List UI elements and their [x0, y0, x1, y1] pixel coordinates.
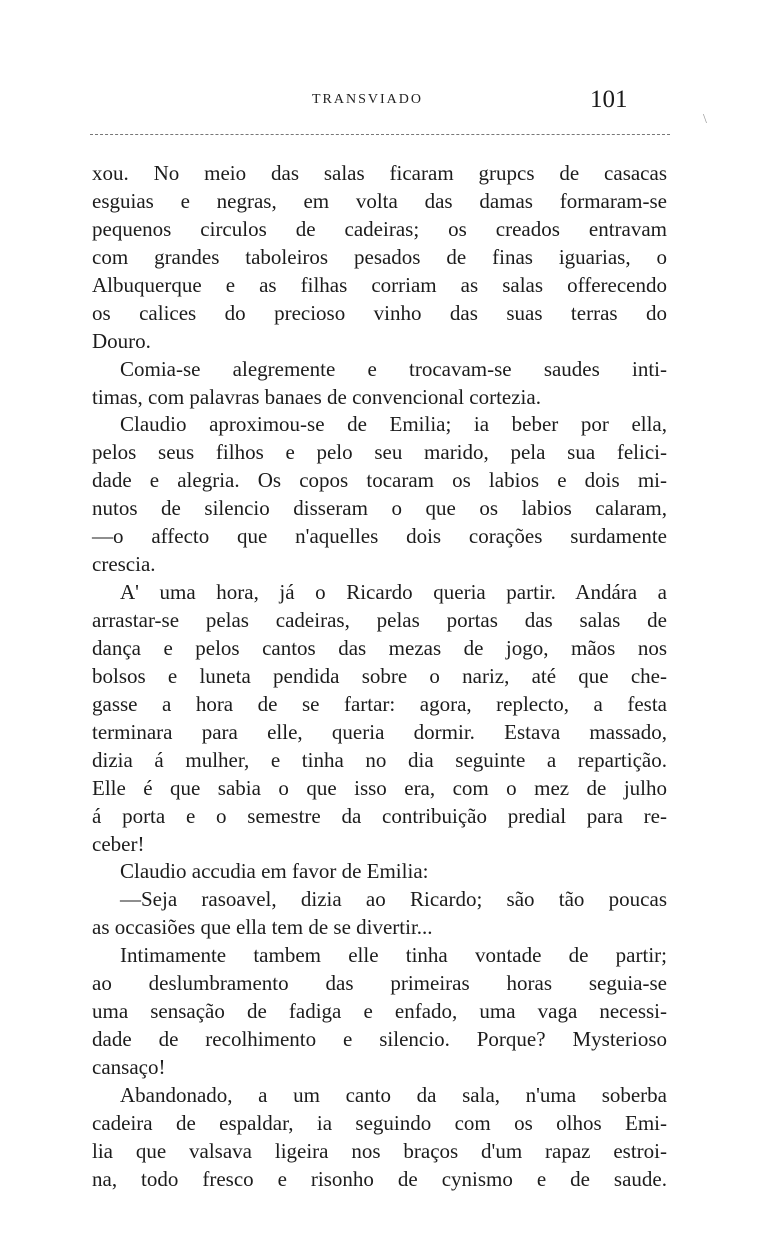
ink-speck: \	[703, 112, 707, 127]
text-line: crescia.	[92, 552, 156, 577]
body-text	[92, 160, 667, 1194]
text-line: xou. No meio das salas ficaram grupcs de casacas	[92, 161, 667, 185]
text-line: terminara para elle, queria dormir. Estava massado,	[92, 719, 667, 744]
text-line: pequenos circulos de cadeiras; os creados entravam	[92, 216, 667, 241]
text-line: dizia á mulher, e tinha no dia seguinte a repartição.	[92, 747, 667, 772]
text-line: esguias e negras, em volta das damas formaram-se	[92, 188, 667, 213]
text-line: dade e alegria. Os copos tocaram os labios e dois mi-	[92, 468, 667, 493]
header-rule	[90, 134, 670, 135]
running-title: TRANSVIADO	[312, 92, 423, 107]
text-line: lia que valsava ligeira nos braços d'um rapaz estroi-	[92, 1138, 667, 1163]
text-line: Claudio accudia em favor de Emilia:	[120, 859, 429, 884]
text-line: cansaço!	[92, 1055, 166, 1079]
text-line: pelos seus filhos e pelo seu marido, pela sua felici-	[92, 440, 667, 465]
text-line: bolsos e luneta pendida sobre o nariz, até que che-	[92, 663, 667, 688]
text-line: as occasiões que ella tem de se divertir...	[92, 915, 433, 940]
text-line: —o affecto que n'aquelles dois corações surdamente	[92, 524, 667, 549]
page-number: 101	[590, 86, 628, 113]
text-line: gasse a hora de se fartar: agora, replecto, a festa	[92, 691, 667, 716]
text-line: —Seja rasoavel, dizia ao Ricardo; são tão poucas	[120, 887, 667, 912]
text-line: Elle é que sabia o que isso era, com o mez de julho	[92, 775, 667, 800]
text-line: A' uma hora, já o Ricardo queria partir. Andára a	[120, 580, 667, 605]
text-line: cadeira de espaldar, ia seguindo com os olhos Emi-	[92, 1110, 667, 1135]
text-line: Albuquerque e as filhas corriam as salas offerecendo	[92, 272, 667, 297]
text-line: Comia-se alegremente e trocavam-se saudes inti-	[120, 356, 667, 381]
text-line: na, todo fresco e risonho de cynismo e de saude.	[92, 1166, 667, 1191]
text-line: uma sensação de fadiga e enfado, uma vaga necessi-	[92, 999, 667, 1024]
running-head	[0, 88, 783, 118]
text-line: dança e pelos cantos das mezas de jogo, mãos nos	[92, 635, 667, 660]
text-line: os calices do precioso vinho das suas terras do	[92, 300, 667, 325]
text-line: nutos de silencio disseram o que os labios calaram,	[92, 496, 667, 521]
text-line: Intimamente tambem elle tinha vontade de partir;	[120, 943, 667, 968]
text-line: timas, com palavras banaes de convencional cortezia.	[92, 384, 541, 409]
text-line: Abandonado, a um canto da sala, n'uma soberba	[120, 1082, 667, 1107]
text-line: Douro.	[92, 328, 151, 353]
text-line: arrastar-se pelas cadeiras, pelas portas das salas de	[92, 608, 667, 632]
text-line: ao deslumbramento das primeiras horas seguia-se	[92, 971, 667, 996]
text-line: ceber!	[92, 831, 145, 856]
text-line: com grandes taboleiros pesados de finas iguarias, o	[92, 244, 667, 269]
text-line: dade de recolhimento e silencio. Porque? Mysterioso	[92, 1027, 667, 1052]
text-line: Claudio aproximou-se de Emilia; ia beber por ella,	[120, 412, 667, 437]
text-line: á porta e o semestre da contribuição predial para re-	[92, 803, 667, 828]
